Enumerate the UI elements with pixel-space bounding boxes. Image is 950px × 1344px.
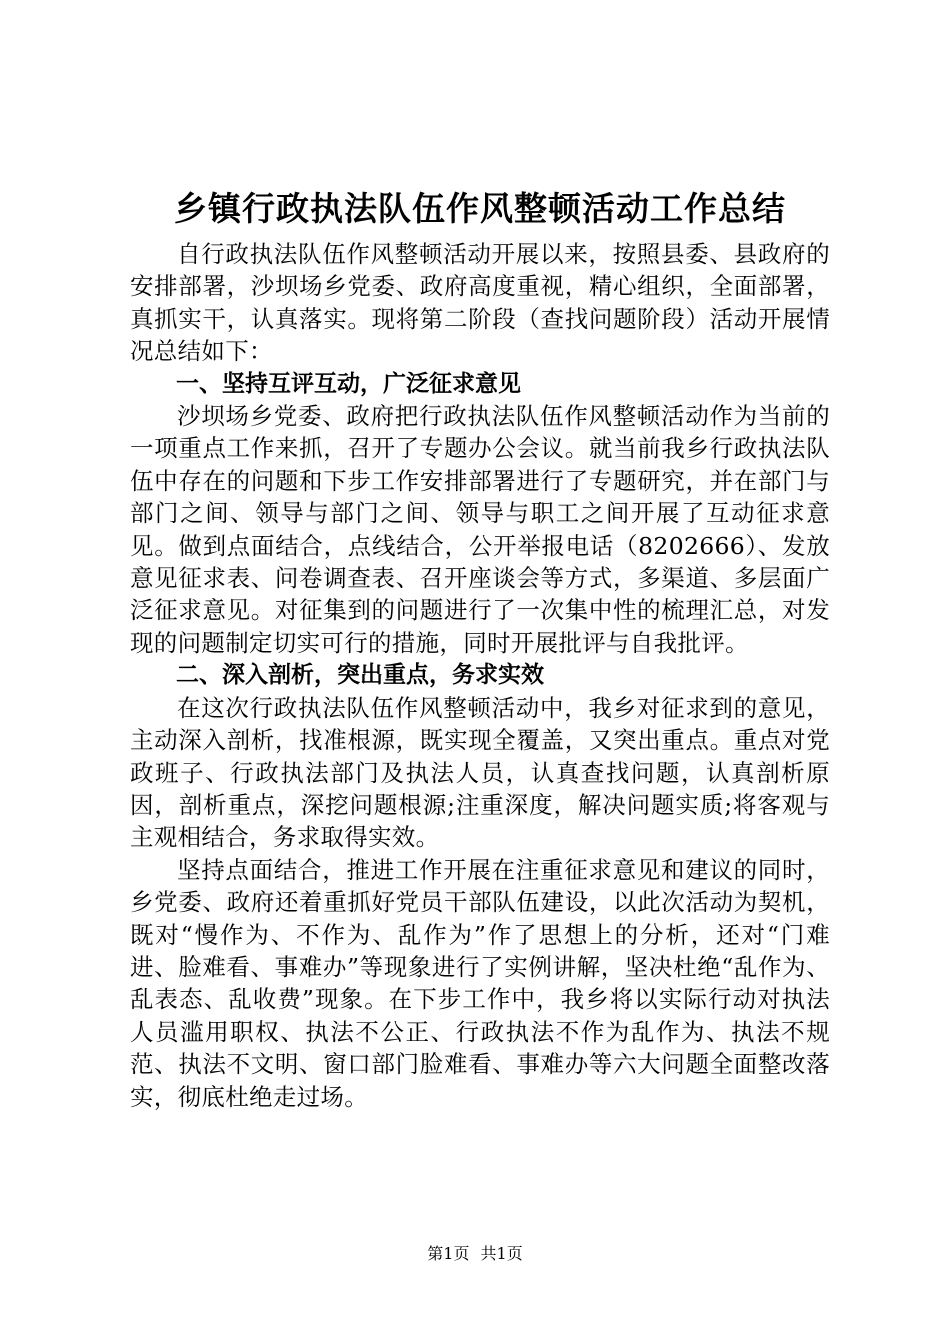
document-title: 乡镇行政执法队伍作风整顿活动工作总结 [174, 189, 786, 228]
page-total: 共1页 [480, 1244, 523, 1263]
section-1-paragraph: 沙坝场乡党委、政府把行政执法队伍作风整顿活动作为当前的一项重点工作来抓，召开了专题办公会议。就当前我乡行政执法队伍中存在的问题和下步工作安排部署进行了专题研究，并在部门与部门之间、领导与部门之间、领导与职工之间开展了互动征求意见。做到点面结合，点线结合，公开举报电话（8202666）、发放意见征求表、问卷调查表、召开座谈会等方式，多渠道、多层面广泛征求意见。对征集到的问题进行了一次集中性的梳理汇总，对发现的问题制定切实可行的措施，同时开展批评与自我批评。 [130, 402, 830, 657]
page-number: 第1页 [427, 1244, 470, 1263]
section-heading-1: 一、坚持互评互动，广泛征求意见 [176, 370, 521, 397]
page-footer [0, 1242, 950, 1266]
intro-paragraph: 自行政执法队伍作风整顿活动开展以来，按照县委、县政府的安排部署，沙坝场乡党委、政府高度重视，精心组织，全面部署，真抓实干，认真落实。现将第二阶段（查找问题阶段）活动开展情况总结如下： [130, 240, 830, 366]
section-heading-2: 二、深入剖析，突出重点，务求实效 [176, 662, 544, 689]
section-2-paragraph-2: 坚持点面结合，推进工作开展在注重征求意见和建议的同时，乡党委、政府还着重抓好党员干部队伍建设，以此次活动为契机，既对“慢作为、不作为、乱作为”作了思想上的分析，还对“门难进、脸难看、事难办”等现象进行了实例讲解，坚决杜绝“乱作为、乱表态、乱收费”现象。在下步工作中，我乡将以实际行动对执法人员滥用职权、执法不公正、行政执法不作为乱作为、执法不规范、执法不文明、窗口部门脸难看、事难办等六大问题全面整改落实，彻底杜绝走过场。 [130, 855, 830, 1111]
section-2-paragraph-1: 在这次行政执法队伍作风整顿活动中，我乡对征求到的意见，主动深入剖析，找准根源，既实现全覆盖，又突出重点。重点对党政班子、行政执法部门及执法人员，认真查找问题，认真剖析原因，剖析重点，深挖问题根源;注重深度，解决问题实质;将客观与主观相结合，务求取得实效。 [130, 693, 830, 852]
document-body [130, 238, 830, 1113]
